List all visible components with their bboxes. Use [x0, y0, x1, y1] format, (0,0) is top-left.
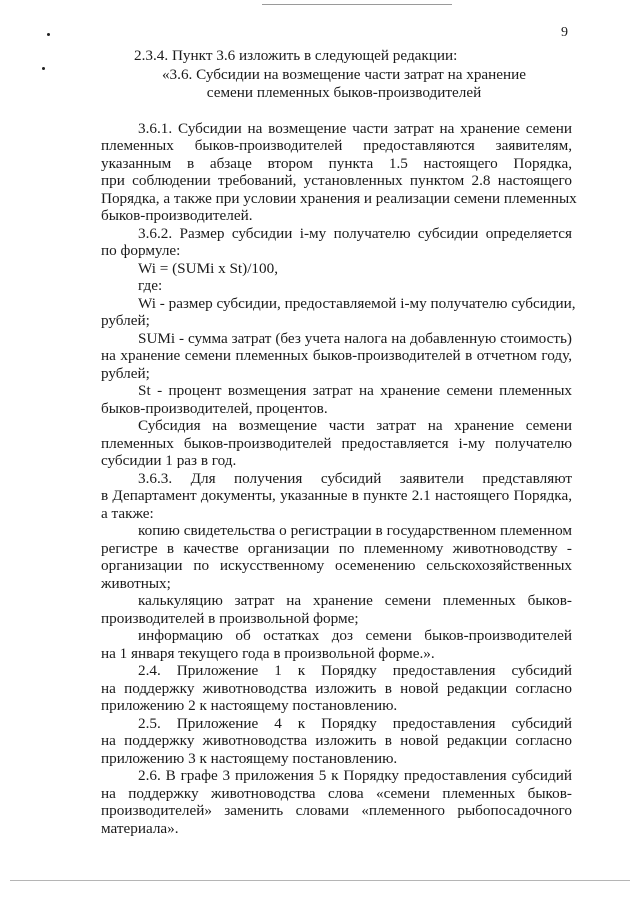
paragraph-line: копию свидетельства о регистрации в государственном племенном: [138, 522, 572, 539]
paragraph-line: а также:: [101, 505, 154, 522]
scan-mark: [42, 67, 45, 70]
paragraph-line: 2.4. Приложение 1 к Порядку предоставления субсидий: [138, 662, 572, 679]
paragraph-line: материала».: [101, 820, 179, 837]
scan-mark: [47, 33, 50, 36]
paragraph-line: указанным в абзаце втором пункта 1.5 настоящего Порядка,: [101, 155, 572, 172]
paragraph-line: Порядка, а также при условии хранения и реализации семени племенных: [101, 190, 577, 207]
paragraph-line: Субсидия на возмещение части затрат на хранение семени: [138, 417, 572, 434]
paragraph-line: St - процент возмещения затрат на хранение семени племенных: [138, 382, 572, 399]
paragraph-line: на поддержку животноводства изложить в новой редакции согласно: [101, 732, 572, 749]
paragraph-line: в Департамент документы, указанные в пункте 2.1 настоящего Порядка,: [101, 487, 572, 504]
paragraph-line: 2.5. Приложение 4 к Порядку предоставления субсидий: [138, 715, 572, 732]
paragraph-line: племенных быков-производителей предоставляются заявителям,: [101, 137, 572, 154]
paragraph-line: Wi - размер субсидии, предоставляемой i-му получателю субсидии,: [138, 295, 576, 312]
paragraph-line: 3.6.3. Для получения субсидий заявители представляют: [138, 470, 572, 487]
section-title: «3.6. Субсидии на возмещение части затрат на хранение: [161, 66, 527, 83]
formula: Wi = (SUMi x St)/100,: [138, 260, 279, 277]
paragraph-line: 3.6.1. Субсидии на возмещение части затрат на хранение семени: [138, 120, 572, 137]
paragraph-line: быков-производителей, процентов.: [101, 400, 328, 417]
paragraph-line: производителей в произвольной форме;: [101, 610, 359, 627]
paragraph-line: SUMi - сумма затрат (без учета налога на добавленную стоимость): [138, 330, 572, 347]
paragraph-line: на поддержку животноводства изложить в новой редакции согласно: [101, 680, 572, 697]
paragraph-line: при соблюдении требований, установленных пунктом 2.8 настоящего: [101, 172, 572, 189]
top-scan-edge: [262, 4, 452, 5]
page-number: 9: [561, 25, 568, 40]
paragraph-line: племенных быков-производителей предоставляется i-му получателю: [101, 435, 572, 452]
paragraph-line: приложению 3 к настоящему постановлению.: [101, 750, 398, 767]
paragraph-line: на хранение семени племенных быков-производителей в отчетном году,: [101, 347, 572, 364]
paragraph-line: на поддержку животноводства слова «семени племенных быков-: [101, 785, 572, 802]
paragraph-line: субсидии 1 раз в год.: [101, 452, 237, 469]
paragraph-line: животных;: [101, 575, 171, 592]
paragraph-line: информацию об остатках доз семени быков-производителей: [138, 627, 572, 644]
paragraph-line: на 1 января текущего года в произвольной форме.».: [101, 645, 435, 662]
paragraph-line: 3.6.2. Размер субсидии i-му получателю субсидии определяется: [138, 225, 572, 242]
paragraph-line: по формуле:: [101, 242, 181, 259]
paragraph-line: 2.6. В графе 3 приложения 5 к Порядку предоставления субсидий: [138, 767, 572, 784]
paragraph-line: производителей» заменить словами «племенного рыбопосадочного: [101, 802, 572, 819]
paragraph-line: быков-производителей.: [101, 207, 253, 224]
bottom-scan-edge: [10, 880, 630, 881]
paragraph-line: рублей;: [101, 365, 150, 382]
text-line: 2.3.4. Пункт 3.6 изложить в следующей редакции:: [134, 47, 458, 64]
paragraph-line: регистре в качестве организации по племенному животноводству -: [101, 540, 572, 557]
paragraph-line: организации по искусственному осеменению сельскохозяйственных: [101, 557, 572, 574]
paragraph-line: приложению 2 к настоящему постановлению.: [101, 697, 398, 714]
section-title: семени племенных быков-производителей: [206, 84, 482, 101]
paragraph-line: рублей;: [101, 312, 150, 329]
paragraph-line: калькуляцию затрат на хранение семени племенных быков-: [138, 592, 572, 609]
paragraph-line: где:: [138, 277, 163, 294]
